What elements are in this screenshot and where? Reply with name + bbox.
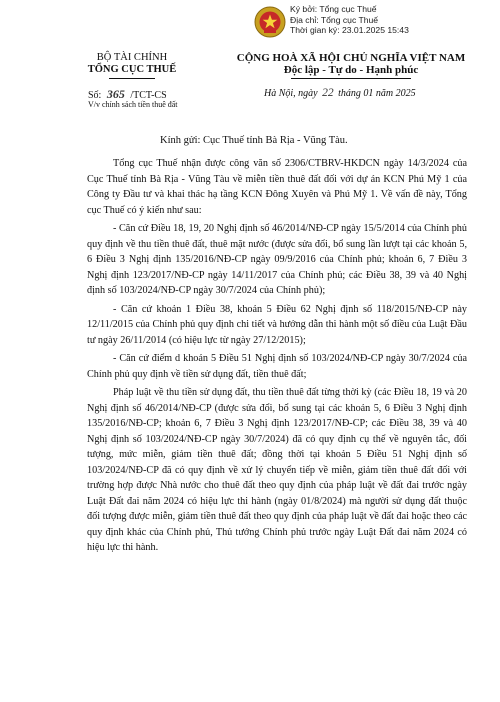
signer-line: Ký bởi: Tổng cục Thuế — [290, 4, 377, 14]
motto-underline — [291, 78, 411, 79]
body-paragraph: - Căn cứ Điều 18, 19, 20 Nghị định số 46/2014/NĐ-CP ngày 15/5/2014 của Chính phủ quy định về thu tiền thuê đất, thuê mặt nước (được sửa đổi, bổ sung lần lượt tại các khoản 5, 6 Điều 3 Nghị định 135/2016/NĐ-CP ngày 09/9/2016 của Chính phủ; khoản 6, 7 Điều 3 Nghị định 123/2017/NĐ-CP ngày 14/11/2017 của Chính phủ; các Điều 38, 39 và 40 Nghị định số 103/2024/NĐ-CP ngày 30/7/2024 của Chính phủ); — [87, 223, 467, 296]
agency-underline — [109, 78, 155, 79]
body-paragraph: Tổng cục Thuế nhận được công văn số 2306/CTBRV-HKDCN ngày 14/3/2024 của Cục Thuế tỉnh Bà Rịa - Vũng Tàu về miễn tiền thuê đất đối với dự án KCN Phú Mỹ 1 của Công ty Đầu tư và khai thác hạ tầng KCN Đông Xuyên và Phú Mỹ 1. Về vấn đề này, Tổng cục Thuế có ý kiến như sau: — [87, 158, 467, 216]
doc-number-suffix: /TCT-CS — [130, 90, 167, 101]
ministry-name: BỘ TÀI CHÍNH — [96, 52, 168, 63]
issuing-agency-block — [62, 52, 202, 79]
country-name: CỘNG HOÀ XÃ HỘI CHỦ NGHĨA VIỆT NAM — [236, 52, 466, 64]
body-paragraph: Pháp luật về thu tiền sử dụng đất, thu tiền thuê đất từng thời kỳ (các Điều 18, 19 và 20 Nghị định số 46/2014/NĐ-CP (được sửa đổi, bổ sung tại các khoản 5, 6 Điều 3 Nghị định 135/2016/NĐ-CP; khoản 6, 7 Điều 3 Nghị định 123/2017/NĐ-CP; các Điều 38, 39 và 40 Nghị định số 103/2024/NĐ-CP ngày 30/7/2024) đã có quy định cụ thể về nguyên tắc, đối tượng, mức miễn, giảm tiền thuê đất; đồng thời tại khoản 5 Điều 51 Nghị định số 103/2024/NĐ-CP đã có quy định về xử lý chuyển tiếp về miễn, giảm tiền thuê đất đối với trường hợp được Nhà nước cho thuê đất theo quy định của pháp luật về đất đai trước ngày Luật Đất đai năm 2024 có hiệu lực thi hành (ngày 01/8/2024) mà người sử dụng đất thuộc đối tượng được miễn, giảm tiền thuê đất theo quy định của pháp luật về đất đai hoặc theo các quy định khác của Chính phủ, Thủ tướng Chính phủ trước ngày Luật Đất đai năm 2024 có hiệu lực thi hành. — [87, 387, 467, 553]
doc-number-prefix: Số: — [88, 90, 102, 101]
document-body — [87, 156, 467, 559]
national-title-block — [220, 52, 482, 79]
date-prefix: Hà Nội, ngày — [264, 88, 318, 99]
body-paragraph: - Căn cứ điểm d khoản 5 Điều 51 Nghị định số 103/2024/NĐ-CP ngày 30/7/2024 của Chính phủ quy định về tiền sử dụng đất, tiền thuê đất; — [87, 353, 467, 380]
national-motto: Độc lập - Tự do - Hạnh phúc — [283, 64, 419, 76]
date-suffix: tháng 01 năm 2025 — [338, 88, 416, 99]
document-date — [264, 87, 416, 99]
signed-time-line: Thời gian ký: 23.01.2025 15:43 — [290, 25, 409, 35]
signer-address-line: Địa chỉ: Tổng cục Thuế — [290, 14, 379, 25]
doc-number-value: 365 — [106, 87, 125, 101]
agency-name: TỔNG CỤC THUẾ — [87, 64, 177, 75]
body-paragraph: - Căn cứ khoản 1 Điều 38, khoản 5 Điều 62 Nghị định số 118/2015/NĐ-CP này 12/11/2015 của Chính phủ quy định chi tiết và hướng dẫn thi hành một số điều của Luật Đầu tư ngày 26/11/2014 (có hiệu lực từ ngày 27/12/2015); — [87, 303, 467, 346]
document-subject: V/v chính sách tiền thuê đất — [88, 100, 178, 109]
national-emblem-icon — [254, 6, 286, 38]
digital-signature-block — [254, 4, 494, 42]
recipient-line: Kính gửi: Cục Thuế tỉnh Bà Rịa - Vũng Tàu. — [160, 135, 348, 146]
date-day: 22 — [322, 87, 334, 99]
